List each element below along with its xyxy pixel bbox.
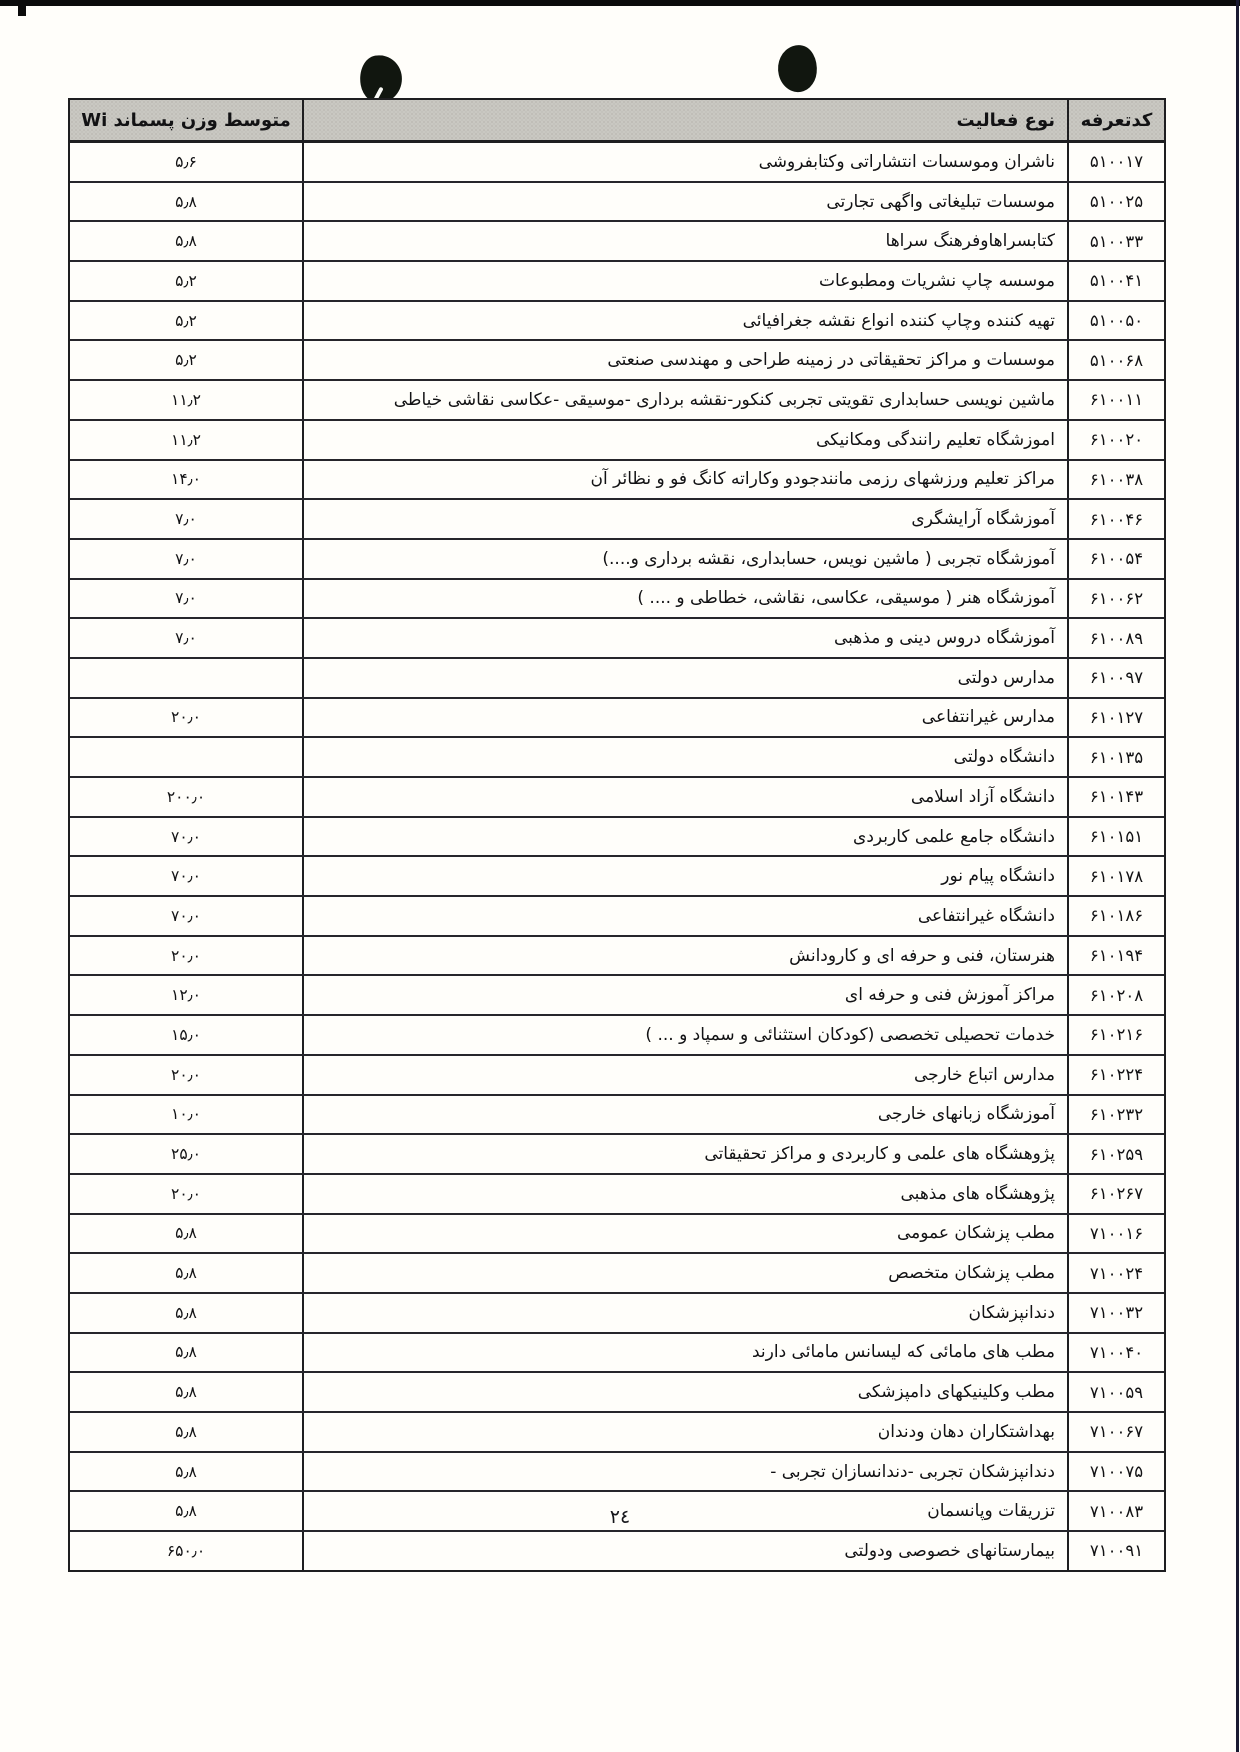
table-row [70,183,1164,223]
table-row [70,461,1164,501]
activity-type-cell: مطب پزشکان عمومی [302,1215,1067,1253]
header-average-waste-weight: متوسط وزن پسماند Wi [81,109,291,131]
tariff-code-cell: ۶۱۰۱۲۷ [1067,699,1164,737]
waste-weight-cell: ۶۵۰٫۰ [166,1541,206,1560]
tariff-code-cell: ۵۱۰۰۵۰ [1067,302,1164,340]
activity-type-cell: پژوهشگاه های مذهبی [302,1175,1067,1213]
activity-type-cell: موسسات تبلیغاتی واگهی تجارتی [302,183,1067,221]
waste-weight-cell: ۵٫۸ [175,192,197,211]
tariff-code-cell: ۶۱۰۰۲۰ [1067,421,1164,459]
tariff-code-cell: ۶۱۰۰۸۹ [1067,619,1164,657]
table-row [70,1373,1164,1413]
waste-weight-cell: ۵٫۸ [175,1383,197,1402]
table-row [70,778,1164,818]
table-row [70,976,1164,1016]
activity-type-cell: آموزشگاه زبانهای خارجی [302,1096,1067,1134]
activity-type-cell: ناشران وموسسات انتشاراتی وکتابفروشی [302,143,1067,181]
tariff-code-cell: ۵۱۰۰۶۸ [1067,341,1164,379]
table-row [70,1096,1164,1136]
table-row [70,1175,1164,1215]
table-row [70,540,1164,580]
tariff-code-cell: ۶۱۰۱۹۴ [1067,937,1164,975]
activity-type-cell: ماشین نویسی حسابداری تقویتی تجربی کنکور-نقشه برداری -موسیقی -عکاسی نقاشی خیاطی [302,381,1067,419]
scan-top-edge-artifact [0,0,1240,6]
activity-type-cell: مدارس اتباع خارجی [302,1056,1067,1094]
activity-type-cell: آموزشگاه دروس دینی و مذهبی [302,619,1067,657]
table-row [70,1453,1164,1493]
tariff-code-cell: ۶۱۰۰۱۱ [1067,381,1164,419]
waste-weight-cell: ۲۰٫۰ [171,1184,202,1203]
activity-type-cell: مطب وکلینیکهای دامپزشکی [302,1373,1067,1411]
table-row [70,897,1164,937]
waste-weight-cell: ۲۵٫۰ [171,1145,202,1164]
table-row [70,1334,1164,1374]
tariff-code-cell: ۷۱۰۰۲۴ [1067,1254,1164,1292]
waste-weight-cell: ۵٫۸ [175,1462,197,1481]
waste-weight-cell: ۵٫۸ [175,1264,197,1283]
waste-weight-cell: ۵٫۸ [175,1343,197,1362]
tariff-code-cell: ۶۱۰۱۴۳ [1067,778,1164,816]
activity-type-cell: تهیه کننده وچاپ کننده انواع نقشه جغرافیائی [302,302,1067,340]
waste-weight-cell: ۵٫۸ [175,1224,197,1243]
table-row [70,937,1164,977]
tariff-code-cell: ۶۱۰۲۵۹ [1067,1135,1164,1173]
activity-type-cell: موسسه چاپ نشریات ومطبوعات [302,262,1067,300]
activity-type-cell: آموزشگاه تجربی ( ماشین نویس، حسابداری، نقشه برداری و....) [302,540,1067,578]
waste-weight-cell: ۵٫۲ [175,311,197,330]
waste-weight-cell: ۵٫۶ [175,152,197,171]
activity-type-cell: آموزشگاه هنر ( موسیقی، عکاسی، نقاشی، خطاطی و .... ) [302,580,1067,618]
tariff-code-cell: ۶۱۰۰۳۸ [1067,461,1164,499]
table-row [70,1215,1164,1255]
table-row [70,738,1164,778]
activity-type-cell: بیمارستانهای خصوصی ودولتی [302,1532,1067,1570]
page-number: ۲٤ [609,1506,631,1528]
waste-weight-cell: ۵٫۸ [175,1422,197,1441]
tariff-code-cell: ۶۱۰۱۵۱ [1067,818,1164,856]
waste-weight-cell: ۷۰٫۰ [171,867,202,886]
activity-type-cell: دانشگاه پیام نور [302,857,1067,895]
activity-type-cell: دندانپزشکان [302,1294,1067,1332]
waste-weight-cell: ۱۲٫۰ [171,986,202,1005]
waste-weight-cell: ۷٫۰ [175,589,197,608]
waste-weight-cell: ۱۱٫۲ [171,430,202,449]
activity-type-cell: مراکز تعلیم ورزشهای رزمی مانندجودو وکاراته کانگ فو و نظائر آن [302,461,1067,499]
tariff-code-cell: ۵۱۰۰۲۵ [1067,183,1164,221]
waste-weight-cell: ۱۵٫۰ [171,1025,202,1044]
activity-type-cell: مدارس غیرانتفاعی [302,699,1067,737]
activity-type-cell: مطب های مامائی که لیسانس مامائی دارند [302,1334,1067,1372]
tariff-code-cell: ۷۱۰۰۷۵ [1067,1453,1164,1491]
table-row [70,262,1164,302]
activity-type-cell: مراکز آموزش فنی و حرفه ای [302,976,1067,1014]
table-row [70,1254,1164,1294]
tariff-code-cell: ۶۱۰۲۶۷ [1067,1175,1164,1213]
tariff-code-cell: ۶۱۰۲۳۲ [1067,1096,1164,1134]
table-row [70,818,1164,858]
waste-weight-cell: ۷٫۰ [175,510,197,529]
activity-type-cell: مطب پزشکان متخصص [302,1254,1067,1292]
table-row [70,699,1164,739]
activity-type-cell: خدمات تحصیلی تخصصی (کودکان استثنائی و سمپاد و ... ) [302,1016,1067,1054]
waste-weight-cell: ۵٫۸ [175,1303,197,1322]
tariff-code-cell: ۶۱۰۰۵۴ [1067,540,1164,578]
waste-weight-cell: ۱۱٫۲ [171,390,202,409]
tariff-code-cell: ۵۱۰۰۳۳ [1067,222,1164,260]
activity-type-cell: دانشگاه آزاد اسلامی [302,778,1067,816]
table-row [70,341,1164,381]
activity-type-cell: موسسات و مراکز تحقیقاتی در زمینه طراحی و مهندسی صنعتی [302,341,1067,379]
table-row [70,1532,1164,1570]
table-row [70,659,1164,699]
activity-type-cell: پژوهشگاه های علمی و کاربردی و مراکز تحقیقاتی [302,1135,1067,1173]
tariff-code-cell: ۷۱۰۰۴۰ [1067,1334,1164,1372]
tariff-code-cell: ۶۱۰۱۷۸ [1067,857,1164,895]
table-row [70,381,1164,421]
table-row [70,1016,1164,1056]
tariff-code-cell: ۶۱۰۰۹۷ [1067,659,1164,697]
waste-weight-cell: ۲۰٫۰ [171,708,202,727]
activity-type-cell: دانشگاه غیرانتفاعی [302,897,1067,935]
tariff-code-cell: ۵۱۰۰۴۱ [1067,262,1164,300]
table-row [70,143,1164,183]
tariff-code-cell: ۵۱۰۰۱۷ [1067,143,1164,181]
waste-weight-cell [70,659,302,697]
activity-type-cell: اموزشگاه تعلیم رانندگی ومکانیکی [302,421,1067,459]
table-row [70,222,1164,262]
waste-weight-cell [70,738,302,776]
table-header-row [70,100,1164,143]
tariff-code-cell: ۷۱۰۰۹۱ [1067,1532,1164,1570]
tariff-code-cell: ۶۱۰۲۲۴ [1067,1056,1164,1094]
activity-type-cell: کتابسراهاوفرهنگ سراها [302,222,1067,260]
table-row [70,1135,1164,1175]
waste-weight-cell: ۷۰٫۰ [171,827,202,846]
activity-type-cell: تزریقات وپانسمان [302,1492,1067,1530]
activity-type-cell: بهداشتکاران دهان ودندان [302,1413,1067,1451]
tariff-waste-table [68,98,1166,1572]
ink-punch-mark-right [776,43,820,94]
table-row [70,421,1164,461]
waste-weight-cell: ۵٫۸ [175,232,197,251]
tariff-code-cell: ۶۱۰۰۶۲ [1067,580,1164,618]
waste-weight-cell: ۱۰٫۰ [171,1105,202,1124]
tariff-code-cell: ۶۱۰۲۱۶ [1067,1016,1164,1054]
scan-corner-tick-artifact [18,0,26,16]
tariff-code-cell: ۷۱۰۰۳۲ [1067,1294,1164,1332]
waste-weight-cell: ۵٫۲ [175,271,197,290]
table-row [70,1294,1164,1334]
waste-weight-cell: ۲۰۰٫۰ [166,787,206,806]
waste-weight-cell: ۲۰٫۰ [171,1065,202,1084]
header-tariff-code: کدتعرفه [1067,100,1164,140]
header-activity-type: نوع فعالیت [302,100,1067,140]
table-row [70,302,1164,342]
waste-weight-cell: ۵٫۸ [175,1502,197,1521]
activity-type-cell: دانشگاه جامع علمی کاربردی [302,818,1067,856]
tariff-code-cell: ۷۱۰۰۱۶ [1067,1215,1164,1253]
activity-type-cell: مدارس دولتی [302,659,1067,697]
tariff-code-cell: ۶۱۰۲۰۸ [1067,976,1164,1014]
tariff-code-cell: ۶۱۰۱۳۵ [1067,738,1164,776]
waste-weight-cell: ۷۰٫۰ [171,906,202,925]
activity-type-cell: دانشگاه دولتی [302,738,1067,776]
activity-type-cell: آموزشگاه آرایشگری [302,500,1067,538]
tariff-code-cell: ۶۱۰۰۴۶ [1067,500,1164,538]
waste-weight-cell: ۲۰٫۰ [171,946,202,965]
activity-type-cell: دندانپزشکان تجربی -دندانسازان تجربی - [302,1453,1067,1491]
activity-type-cell: هنرستان، فنی و حرفه ای و کارودانش [302,937,1067,975]
tariff-code-cell: ۷۱۰۰۶۷ [1067,1413,1164,1451]
table-row [70,857,1164,897]
waste-weight-cell: ۷٫۰ [175,549,197,568]
table-body [70,143,1164,1570]
table-row [70,500,1164,540]
table-row [70,1056,1164,1096]
table-row [70,619,1164,659]
table-row [70,1413,1164,1453]
scan-right-edge-artifact [1236,0,1239,1752]
table-row [70,580,1164,620]
waste-weight-cell: ۵٫۲ [175,351,197,370]
tariff-code-cell: ۷۱۰۰۵۹ [1067,1373,1164,1411]
waste-weight-cell: ۷٫۰ [175,629,197,648]
waste-weight-cell: ۱۴٫۰ [171,470,202,489]
tariff-code-cell: ۷۱۰۰۸۳ [1067,1492,1164,1530]
tariff-code-cell: ۶۱۰۱۸۶ [1067,897,1164,935]
